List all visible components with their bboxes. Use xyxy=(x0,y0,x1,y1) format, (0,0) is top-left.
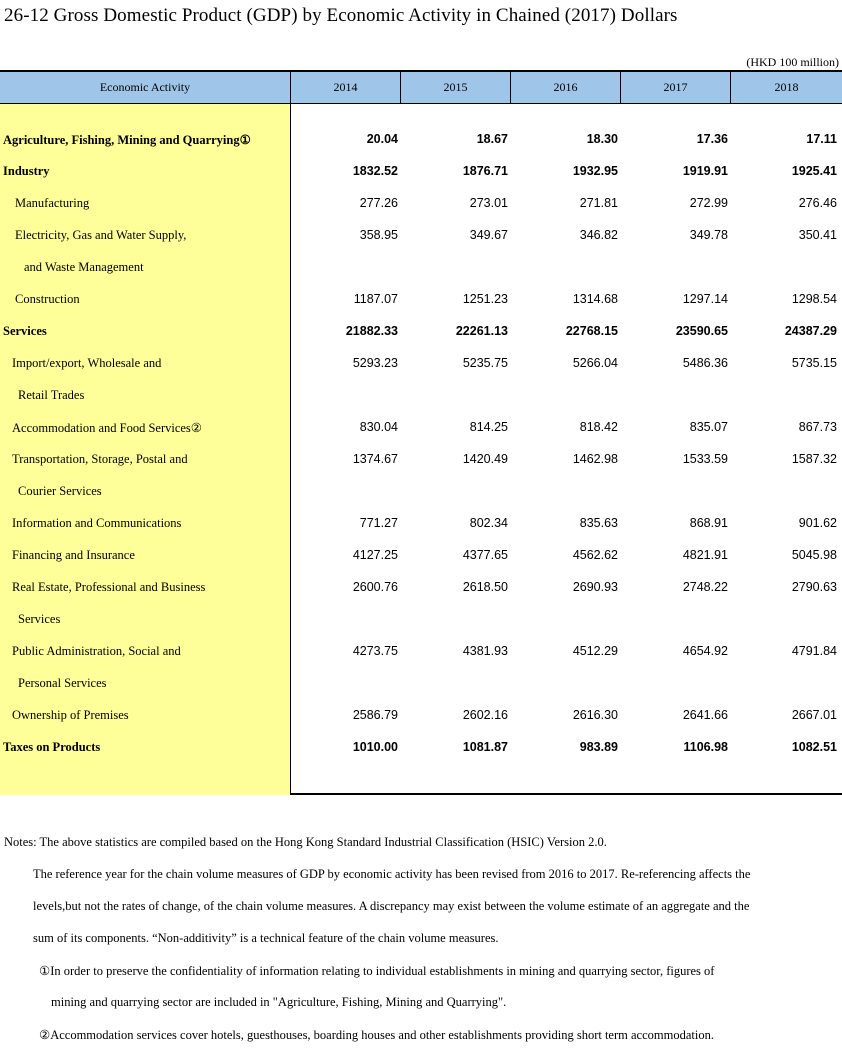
row-value: 1106.98 xyxy=(683,740,728,754)
note-line: The reference year for the chain volume measures of GDP by economic activity has been revised from 2016 to 2017. Re-referencing affects the xyxy=(33,867,751,881)
header-year: 2014 xyxy=(291,72,401,103)
header-year: 2016 xyxy=(511,72,621,103)
row-value: 983.89 xyxy=(579,740,618,754)
row-label: Electricity, Gas and Water Supply, xyxy=(15,228,187,242)
table-row xyxy=(0,156,842,188)
row-value: 1420.49 xyxy=(462,452,508,466)
table-body xyxy=(0,124,842,764)
row-value: 1082.51 xyxy=(791,740,837,754)
unit-label: (HKD 100 million) xyxy=(746,55,839,69)
row-value: 350.41 xyxy=(798,228,837,242)
row-value: 2586.79 xyxy=(352,708,398,722)
row-value: 4127.25 xyxy=(352,548,398,562)
header-year: 2015 xyxy=(401,72,511,103)
gdp-table xyxy=(0,70,842,795)
row-value: 2790.63 xyxy=(791,580,837,594)
page-title: 26-12 Gross Domestic Product (GDP) by Economic Activity in Chained (2017) Dollars xyxy=(4,5,678,26)
row-label: and Waste Management xyxy=(24,260,144,274)
row-value: 1919.91 xyxy=(682,164,728,178)
table-row xyxy=(0,348,842,380)
row-value: 346.82 xyxy=(579,228,618,242)
row-value: 1251.23 xyxy=(462,292,508,306)
row-value: 4821.91 xyxy=(682,548,728,562)
row-value: 349.67 xyxy=(469,228,508,242)
row-value: 349.78 xyxy=(689,228,728,242)
row-value: 1374.67 xyxy=(352,452,398,466)
row-value: 24387.29 xyxy=(784,324,837,338)
row-value: 22768.15 xyxy=(565,324,618,338)
row-value: 2600.76 xyxy=(352,580,398,594)
note-line: Notes: The above statistics are compiled based on the Hong Kong Standard Industrial Classification (HSIC) Version 2.0. xyxy=(4,835,607,849)
row-value: 17.36 xyxy=(696,132,728,146)
row-value: 5486.36 xyxy=(682,356,728,370)
row-value: 21882.33 xyxy=(345,324,398,338)
note-line: sum of its components. “Non-additivity” is a technical feature of the chain volume measures. xyxy=(33,931,499,945)
row-label: Industry xyxy=(3,164,50,178)
table-row xyxy=(0,508,842,540)
row-label: Transportation, Storage, Postal and xyxy=(12,452,188,466)
row-value: 2748.22 xyxy=(682,580,728,594)
row-value: 2667.01 xyxy=(791,708,837,722)
row-value: 272.99 xyxy=(689,196,728,210)
row-value: 1533.59 xyxy=(682,452,728,466)
row-value: 4273.75 xyxy=(352,644,398,658)
row-value: 5045.98 xyxy=(791,548,837,562)
table-row xyxy=(0,636,842,668)
row-value: 5293.23 xyxy=(352,356,398,370)
row-value: 2641.66 xyxy=(682,708,728,722)
row-value: 358.95 xyxy=(359,228,398,242)
row-value: 901.62 xyxy=(798,516,837,530)
row-value: 1876.71 xyxy=(462,164,508,178)
row-value: 4381.93 xyxy=(462,644,508,658)
header-economic-activity: Economic Activity xyxy=(0,72,291,103)
row-value: 17.11 xyxy=(806,132,837,146)
row-value: 2618.50 xyxy=(462,580,508,594)
row-value: 4654.92 xyxy=(682,644,728,658)
row-value: 5235.75 xyxy=(462,356,508,370)
table-row xyxy=(0,700,842,732)
row-value: 1932.95 xyxy=(572,164,618,178)
row-label: Agriculture, Fishing, Mining and Quarrying① xyxy=(3,133,251,147)
row-value: 1081.87 xyxy=(462,740,508,754)
row-value: 18.67 xyxy=(476,132,508,146)
row-label: Services xyxy=(3,324,47,338)
row-value: 867.73 xyxy=(798,420,837,434)
row-label: Services xyxy=(18,612,61,626)
table-row xyxy=(0,668,842,700)
note-line: levels,but not the rates of change, of the chain volume measures. A discrepancy may exist between the volume estimate of an aggregate and the xyxy=(33,899,750,913)
row-label: Real Estate, Professional and Business xyxy=(12,580,206,594)
table-row xyxy=(0,284,842,316)
row-value: 22261.13 xyxy=(455,324,508,338)
row-value: 4377.65 xyxy=(462,548,508,562)
row-label: Accommodation and Food Services② xyxy=(12,421,202,435)
row-value: 814.25 xyxy=(469,420,508,434)
table-row xyxy=(0,188,842,220)
row-value: 2690.93 xyxy=(572,580,618,594)
table-row xyxy=(0,380,842,412)
row-value: 818.42 xyxy=(579,420,618,434)
row-label: Financing and Insurance xyxy=(12,548,135,562)
row-value: 868.91 xyxy=(689,516,728,530)
header-year: 2017 xyxy=(621,72,731,103)
note-line: ②Accommodation services cover hotels, guesthouses, boarding houses and other establishments providing short term accommodation. xyxy=(39,1028,714,1042)
row-value: 1587.32 xyxy=(791,452,837,466)
row-label: Taxes on Products xyxy=(3,740,101,754)
row-value: 271.81 xyxy=(579,196,618,210)
row-label: Information and Communications xyxy=(12,516,182,530)
row-value: 20.04 xyxy=(366,132,398,146)
row-value: 5266.04 xyxy=(572,356,618,370)
row-value: 1832.52 xyxy=(352,164,398,178)
row-value: 1314.68 xyxy=(572,292,618,306)
row-value: 835.63 xyxy=(579,516,618,530)
table-row xyxy=(0,220,842,252)
note-line: mining and quarrying sector are included in "Agriculture, Fishing, Mining and Quarrying". xyxy=(51,995,507,1009)
row-value: 4562.62 xyxy=(572,548,618,562)
table-row xyxy=(0,444,842,476)
row-value: 277.26 xyxy=(359,196,398,210)
row-value: 4791.84 xyxy=(791,644,837,658)
row-label: Ownership of Premises xyxy=(12,708,129,722)
row-value: 5735.15 xyxy=(791,356,837,370)
row-value: 1187.07 xyxy=(353,292,398,306)
row-label: Public Administration, Social and xyxy=(12,644,181,658)
row-value: 771.27 xyxy=(359,516,398,530)
row-label: Personal Services xyxy=(18,676,107,690)
row-value: 1462.98 xyxy=(572,452,618,466)
row-value: 1297.14 xyxy=(682,292,728,306)
table-row xyxy=(0,316,842,348)
table-row xyxy=(0,124,842,156)
row-label: Construction xyxy=(15,292,80,306)
row-label: Manufacturing xyxy=(15,196,90,210)
table-row xyxy=(0,540,842,572)
note-line: ①In order to preserve the confidentiality of information relating to individual establishments in mining and quarrying sector, figures of xyxy=(39,964,715,978)
row-value: 18.30 xyxy=(586,132,618,146)
row-label: Retail Trades xyxy=(18,388,85,402)
row-value: 830.04 xyxy=(359,420,398,434)
table-row xyxy=(0,412,842,444)
row-value: 1925.41 xyxy=(791,164,837,178)
row-value: 276.46 xyxy=(798,196,837,210)
row-value: 802.34 xyxy=(469,516,508,530)
row-label: Import/export, Wholesale and xyxy=(12,356,162,370)
row-value: 835.07 xyxy=(689,420,728,434)
table-row xyxy=(0,572,842,604)
table-row xyxy=(0,252,842,284)
row-value: 1010.00 xyxy=(352,740,398,754)
row-label: Courier Services xyxy=(18,484,102,498)
table-row xyxy=(0,604,842,636)
row-value: 2616.30 xyxy=(572,708,618,722)
table-row xyxy=(0,476,842,508)
row-value: 2602.16 xyxy=(462,708,508,722)
table-header xyxy=(0,72,842,104)
row-value: 1298.54 xyxy=(791,292,837,306)
table-row xyxy=(0,732,842,764)
header-year: 2018 xyxy=(774,80,799,94)
row-value: 23590.65 xyxy=(675,324,728,338)
row-value: 4512.29 xyxy=(572,644,618,658)
row-value: 273.01 xyxy=(469,196,508,210)
